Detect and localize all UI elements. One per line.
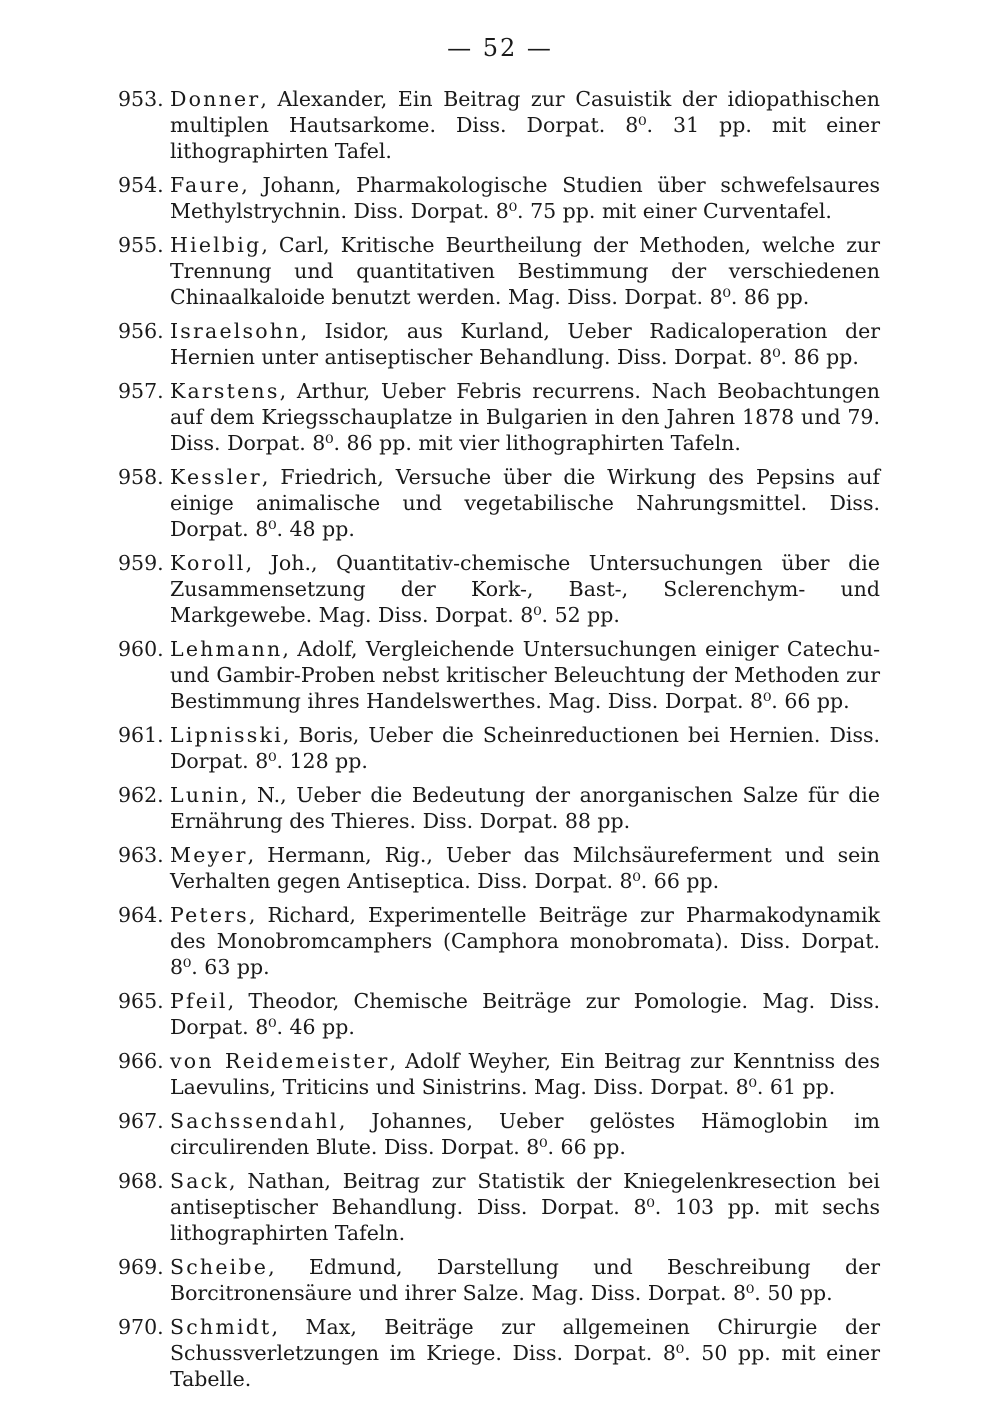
entry-text <box>170 172 880 224</box>
entry-author: von Reidemeister <box>170 1049 390 1073</box>
entry-description: , N., Ueber die Bedeutung der anorganischen Salze für die Ernährung des Thieres. Diss. Dorpat. 88 pp. <box>170 783 880 833</box>
entry-number: 956. <box>118 319 164 343</box>
entry-author: Pfeil <box>170 989 228 1013</box>
bibliography-entry <box>118 988 880 1040</box>
entry-number: 954. <box>118 173 164 197</box>
bibliography-entry <box>118 1168 880 1246</box>
entry-number: 961. <box>118 723 164 747</box>
entry-description: , Edmund, Darstellung und Beschreibung der Borcitronensäure und ihrer Salze. Mag. Diss. Dorpat. 8⁰. 50 pp. <box>170 1255 880 1305</box>
entry-author: Peters <box>170 903 249 927</box>
entry-author: Meyer <box>170 843 248 867</box>
entry-number: 953. <box>118 87 164 111</box>
entry-author: Israelsohn <box>170 319 301 343</box>
entry-description: , Adolf, Vergleichende Untersuchungen einiger Catechu- und Gambir-Proben nebst kritischer Beleuchtung der Methoden zur Bestimmung ihres Handelswerthes. Mag. Diss. Dorpat. 8⁰. 66 pp. <box>170 637 880 713</box>
entry-number: 960. <box>118 637 164 661</box>
bibliography-entry <box>118 782 880 834</box>
entry-text <box>170 550 880 628</box>
bibliography-entry <box>118 722 880 774</box>
entry-author: Faure <box>170 173 242 197</box>
entry-number: 965. <box>118 989 164 1013</box>
bibliography-entry <box>118 1254 880 1306</box>
bibliography-entry <box>118 1048 880 1100</box>
bibliography-entry <box>118 318 880 370</box>
entry-author: Scheibe <box>170 1255 269 1279</box>
entry-text <box>170 1108 880 1160</box>
entry-description: , Boris, Ueber die Scheinreductionen bei Hernien. Diss. Dorpat. 8⁰. 128 pp. <box>170 723 880 773</box>
entry-text <box>170 86 880 164</box>
entry-description: , Carl, Kritische Beurtheilung der Methoden, welche zur Trennung und quantitativen Bestimmung der verschiedenen Chinaalkaloide benutzt werden. Mag. Diss. Dorpat. 8⁰. 86 pp. <box>170 233 880 309</box>
bibliography-entry <box>118 464 880 542</box>
entry-description: , Alexander, Ein Beitrag zur Casuistik der idiopathischen multiplen Hautsarkome. Diss. Dorpat. 8⁰. 31 pp. mit einer lithographirten Tafel. <box>170 87 880 163</box>
bibliography-entry <box>118 636 880 714</box>
entry-author: Lipnisski <box>170 723 283 747</box>
bibliography-list <box>118 86 880 1400</box>
entry-description: , Hermann, Rig., Ueber das Milchsäureferment und sein Verhalten gegen Antiseptica. Diss. Dorpat. 8⁰. 66 pp. <box>170 843 880 893</box>
entry-text <box>170 636 880 714</box>
entry-text <box>170 1254 880 1306</box>
entry-author: Donner <box>170 87 261 111</box>
entry-number: 968. <box>118 1169 164 1193</box>
entry-text <box>170 722 880 774</box>
entry-text <box>170 842 880 894</box>
entry-text <box>170 902 880 980</box>
entry-number: 969. <box>118 1255 164 1279</box>
bibliography-entry <box>118 1108 880 1160</box>
entry-description: , Johannes, Ueber gelöstes Hämoglobin im circulirenden Blute. Diss. Dorpat. 8⁰. 66 pp. <box>170 1109 880 1159</box>
entry-author: Karstens <box>170 379 280 403</box>
page-number: — 52 — <box>447 34 553 62</box>
entry-text <box>170 1048 880 1100</box>
entry-author: Sachssendahl <box>170 1109 339 1133</box>
entry-description: , Adolf Weyher, Ein Beitrag zur Kenntniss des Laevulins, Triticins und Sinistrins. Mag. Diss. Dorpat. 8⁰. 61 pp. <box>170 1049 880 1099</box>
entry-number: 959. <box>118 551 164 575</box>
entry-number: 966. <box>118 1049 164 1073</box>
bibliography-entry <box>118 550 880 628</box>
entry-author: Lunin <box>170 783 241 807</box>
entry-number: 957. <box>118 379 164 403</box>
entry-text <box>170 378 880 456</box>
entry-author: Sack <box>170 1169 229 1193</box>
entry-description: , Arthur, Ueber Febris recurrens. Nach Beobachtungen auf dem Kriegsschauplatze in Bulgarien in den Jahren 1878 und 79. Diss. Dorpat. 8⁰. 86 pp. mit vier lithographirten Tafeln. <box>170 379 880 455</box>
entry-author: Schmidt <box>170 1315 272 1339</box>
entry-description: , Friedrich, Versuche über die Wirkung des Pepsins auf einige animalische und vegetabilische Nahrungsmittel. Diss. Dorpat. 8⁰. 48 pp. <box>170 465 880 541</box>
entry-number: 967. <box>118 1109 164 1133</box>
entry-author: Hielbig <box>170 233 262 257</box>
entry-description: , Joh., Quantitativ-chemische Untersuchungen über die Zusammensetzung der Kork-, Bast-, Sclerenchym- und Markgewebe. Mag. Diss. Dorpat. 8⁰. 52 pp. <box>170 551 880 627</box>
bibliography-entry <box>118 378 880 456</box>
bibliography-entry <box>118 86 880 164</box>
entry-text <box>170 464 880 542</box>
bibliography-entry <box>118 172 880 224</box>
entry-number: 963. <box>118 843 164 867</box>
bibliography-entry <box>118 842 880 894</box>
bibliography-entry <box>118 232 880 310</box>
entry-author: Lehmann <box>170 637 283 661</box>
entry-text <box>170 232 880 310</box>
entry-description: , Isidor, aus Kurland, Ueber Radicaloperation der Hernien unter antiseptischer Behandlung. Diss. Dorpat. 8⁰. 86 pp. <box>170 319 880 369</box>
entry-number: 964. <box>118 903 164 927</box>
entry-author: Kessler <box>170 465 262 489</box>
bibliography-entry <box>118 902 880 980</box>
entry-description: , Nathan, Beitrag zur Statistik der Kniegelenkresection bei antiseptischer Behandlung. Diss. Dorpat. 8⁰. 103 pp. mit sechs lithographirten Tafeln. <box>170 1169 880 1245</box>
entry-text <box>170 988 880 1040</box>
entry-text <box>170 782 880 834</box>
entry-number: 962. <box>118 783 164 807</box>
entry-text <box>170 1168 880 1246</box>
entry-number: 958. <box>118 465 164 489</box>
entry-description: , Theodor, Chemische Beiträge zur Pomologie. Mag. Diss. Dorpat. 8⁰. 46 pp. <box>170 989 880 1039</box>
entry-text <box>170 1314 880 1392</box>
entry-description: , Max, Beiträge zur allgemeinen Chirurgie der Schussverletzungen im Kriege. Diss. Dorpat. 8⁰. 50 pp. mit einer Tabelle. <box>170 1315 880 1391</box>
entry-number: 955. <box>118 233 164 257</box>
entry-description: , Richard, Experimentelle Beiträge zur Pharmakodynamik des Monobromcamphers (Camphora monobromata). Diss. Dorpat. 8⁰. 63 pp. <box>170 903 880 979</box>
entry-author: Koroll <box>170 551 246 575</box>
bibliography-entry <box>118 1314 880 1392</box>
entry-description: , Johann, Pharmakologische Studien über schwefelsaures Methylstrychnin. Diss. Dorpat. 8⁰. 75 pp. mit einer Curventafel. <box>170 173 880 223</box>
entry-text <box>170 318 880 370</box>
entry-number: 970. <box>118 1315 164 1339</box>
